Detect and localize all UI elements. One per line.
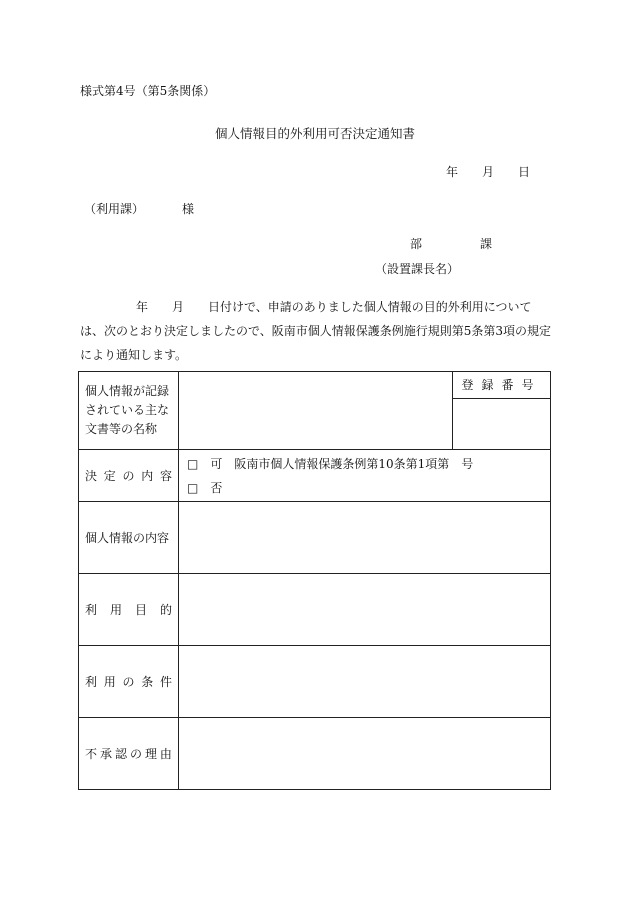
body-year: 年 bbox=[136, 300, 149, 314]
conditions-value[interactable] bbox=[179, 646, 551, 718]
date-month: 月 bbox=[482, 165, 495, 179]
decision-label bbox=[79, 450, 179, 502]
reason-value[interactable] bbox=[179, 718, 551, 790]
reason-label-char: 由 bbox=[159, 747, 172, 761]
department-ka: 課 bbox=[480, 237, 493, 251]
decision-content bbox=[179, 450, 551, 502]
addressee bbox=[84, 203, 194, 215]
body-month: 月 bbox=[172, 300, 185, 314]
body-paragraph bbox=[80, 295, 555, 367]
date-line bbox=[446, 166, 530, 178]
conditions-label-char: 利 bbox=[85, 675, 98, 689]
content-value[interactable] bbox=[179, 502, 551, 574]
date-day: 日 bbox=[518, 165, 531, 179]
purpose-label-char: 利 bbox=[85, 603, 98, 617]
doc-name-value[interactable] bbox=[179, 372, 453, 450]
department-head-name: （設置課長名） bbox=[375, 262, 460, 276]
conditions-label-char: 用 bbox=[103, 675, 116, 689]
doc-name-line-1: 個人情報が記録 bbox=[85, 384, 170, 398]
date-year: 年 bbox=[446, 165, 459, 179]
purpose-label-char: 目 bbox=[134, 603, 147, 617]
reason-label-char: 不 bbox=[85, 747, 98, 761]
doc-name-label bbox=[79, 372, 179, 450]
decision-label-char: 決 bbox=[85, 469, 98, 483]
conditions-label-char: 件 bbox=[159, 675, 172, 689]
department-line bbox=[410, 238, 492, 250]
addressee-honorific: 様 bbox=[182, 202, 195, 216]
reason-label-char: 理 bbox=[144, 747, 157, 761]
conditions-label bbox=[79, 646, 179, 718]
registration-number-value[interactable] bbox=[453, 399, 550, 449]
reason-label-char: 認 bbox=[114, 747, 127, 761]
department-bu: 部 bbox=[410, 237, 423, 251]
document-title: 個人情報目的外利用可否決定通知書 bbox=[214, 126, 415, 141]
conditions-label-char: の bbox=[122, 675, 135, 689]
purpose-label-char: 的 bbox=[159, 603, 172, 617]
reason-label-char: 承 bbox=[99, 747, 112, 761]
registration-number-text: 登録番号 bbox=[461, 378, 542, 392]
decision-label-char: 容 bbox=[159, 469, 172, 483]
purpose-label-char: 用 bbox=[109, 603, 122, 617]
registration-number-label bbox=[453, 372, 550, 399]
body-text: 日付けで、申請のありました個人情報の目的外利用については、次のとおり決定しましたので、阪南市個人情報保護条例施行規則第5条第3項の規定により通知します。 bbox=[80, 300, 552, 362]
decision-label-char: 内 bbox=[141, 469, 154, 483]
decision-label-char: の bbox=[122, 469, 135, 483]
decision-table bbox=[78, 371, 551, 790]
content-label-text: 個人情報の内容 bbox=[85, 531, 170, 545]
purpose-label bbox=[79, 574, 179, 646]
option-deny[interactable]: □ 否 bbox=[187, 480, 223, 495]
reason-label bbox=[79, 718, 179, 790]
option-approve[interactable]: □ 可 阪南市個人情報保護条例第10条第1項第 号 bbox=[187, 456, 474, 471]
content-label bbox=[79, 502, 179, 574]
addressee-label: （利用課） bbox=[84, 202, 145, 216]
decision-label-char: 定 bbox=[103, 469, 116, 483]
doc-name-line-2: されている主な bbox=[85, 403, 170, 417]
purpose-value[interactable] bbox=[179, 574, 551, 646]
reason-label-char: の bbox=[129, 747, 142, 761]
doc-name-line-3: 文書等の名称 bbox=[85, 422, 158, 436]
form-reference: 様式第4号（第5条関係） bbox=[80, 84, 216, 98]
conditions-label-char: 条 bbox=[141, 675, 154, 689]
registration-cell bbox=[453, 372, 551, 450]
